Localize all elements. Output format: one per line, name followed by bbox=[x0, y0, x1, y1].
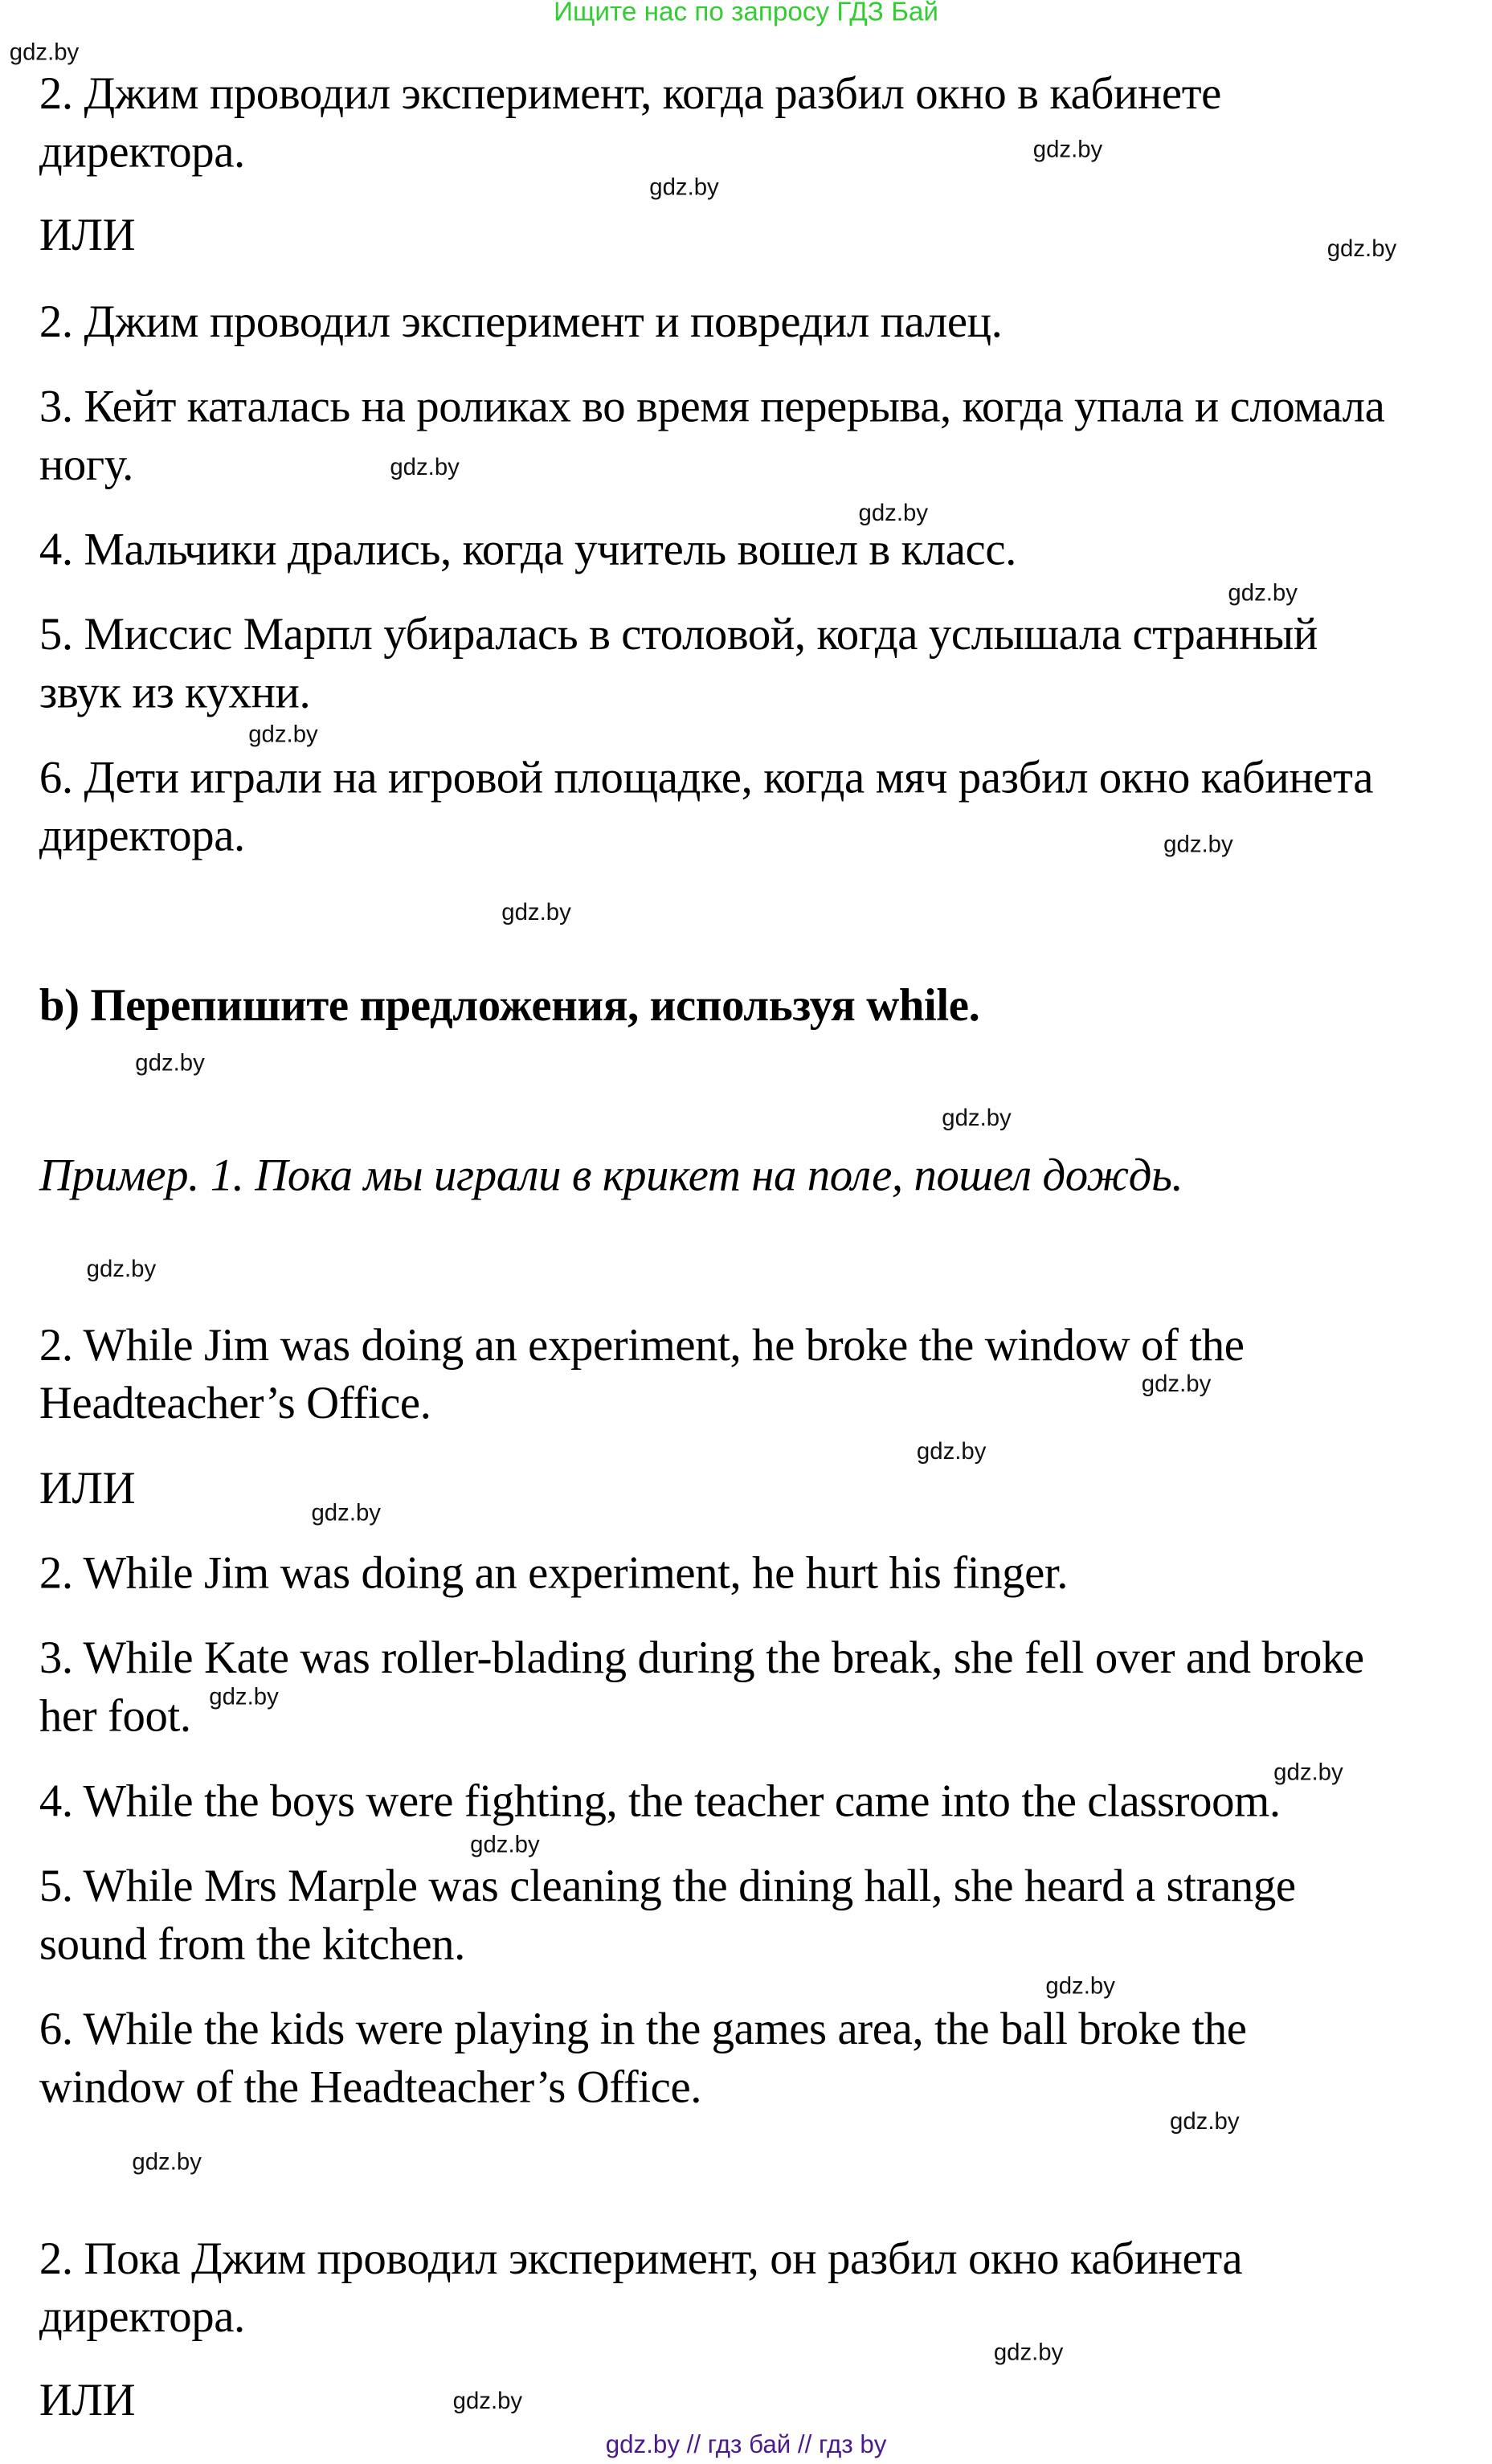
watermark: gdz.by bbox=[1228, 580, 1298, 607]
answer-a-3-line1: 3. Кейт каталась на роликах во время перерыва, когда упала и сломала bbox=[39, 382, 1385, 433]
answer-b-6-line2: window of the Headteacher’s Office. bbox=[39, 2062, 702, 2114]
watermark: gdz.by bbox=[1170, 2108, 1240, 2135]
watermark: gdz.by bbox=[209, 1683, 279, 1711]
watermark: gdz.by bbox=[1163, 832, 1233, 859]
answer-b-3-line1: 3. While Kate was roller-blading during the break, she fell over and broke bbox=[39, 1633, 1364, 1684]
watermark: gdz.by bbox=[390, 454, 460, 481]
watermark: gdz.by bbox=[135, 1050, 205, 1077]
watermark: gdz.by bbox=[993, 2339, 1064, 2367]
answer-b-6-line1: 6. While the kids were playing in the games area, the ball broke the bbox=[39, 2004, 1247, 2055]
answer-ru-2-line1: 2. Пока Джим проводил эксперимент, он разбил окно кабинета bbox=[39, 2233, 1243, 2285]
answer-a-6-line2: директора. bbox=[39, 811, 245, 862]
watermark: gdz.by bbox=[248, 721, 318, 749]
answer-a-2-line2: директора. bbox=[39, 127, 245, 178]
or-separator: ИЛИ bbox=[39, 210, 136, 261]
watermark: gdz.by bbox=[1032, 137, 1103, 164]
answer-a-5-line2: звук из кухни. bbox=[39, 668, 311, 719]
example-sentence: Пример. 1. Пока мы играли в крикет на поле, пошел дождь. bbox=[39, 1150, 1183, 1202]
search-banner[interactable]: Ищите нас по запросу ГДЗ Бай bbox=[554, 0, 939, 27]
watermark: gdz.by bbox=[501, 899, 571, 926]
watermark: gdz.by bbox=[1273, 1759, 1343, 1787]
watermark: gdz.by bbox=[9, 39, 80, 67]
answer-b-4: 4. While the boys were fighting, the teacher came into the classroom. bbox=[39, 1776, 1281, 1828]
answer-b-3-line2: her foot. bbox=[39, 1691, 191, 1743]
answer-b-2-line2: Headteacher’s Office. bbox=[39, 1379, 431, 1429]
answer-a-4: 4. Мальчики дрались, когда учитель вошел в класс. bbox=[39, 525, 1016, 576]
watermark: gdz.by bbox=[452, 2388, 523, 2415]
answer-ru-2-line2: директора. bbox=[39, 2292, 245, 2343]
watermark: gdz.by bbox=[1326, 235, 1397, 263]
watermark: gdz.by bbox=[942, 1105, 1012, 1133]
watermark: gdz.by bbox=[916, 1438, 987, 1465]
answer-b-5-line1: 5. While Mrs Marple was cleaning the dining hall, she heard a strange bbox=[39, 1861, 1296, 1912]
answer-b-2-alt: 2. While Jim was doing an experiment, he hurt his finger. bbox=[39, 1548, 1069, 1600]
answer-a-3-line2: ногу. bbox=[39, 439, 133, 491]
watermark: gdz.by bbox=[86, 1256, 157, 1283]
answer-a-5-line1: 5. Миссис Марпл убиралась в столовой, когда услышала странный bbox=[39, 610, 1318, 660]
answer-b-5-line2: sound from the kitchen. bbox=[39, 1919, 465, 1971]
watermark: gdz.by bbox=[132, 2149, 202, 2176]
watermark: gdz.by bbox=[311, 1499, 381, 1527]
answer-a-2-line1: 2. Джим проводил эксперимент, когда разбил окно в кабинете bbox=[39, 69, 1221, 120]
watermark: gdz.by bbox=[649, 174, 719, 202]
answer-a-6-line1: 6. Дети играли на игровой площадке, когда мяч разбил окно кабинета bbox=[39, 753, 1374, 804]
section-b-heading: b) Перепишите предложения, используя while. bbox=[39, 981, 980, 1032]
watermark: gdz.by bbox=[1141, 1371, 1212, 1398]
watermark: gdz.by bbox=[1045, 1973, 1115, 2000]
watermark: gdz.by bbox=[470, 1831, 540, 1859]
footer-links[interactable]: gdz.by // гдз бай // гдз by bbox=[605, 2432, 887, 2459]
answer-b-2-line1: 2. While Jim was doing an experiment, he broke the window of the bbox=[39, 1320, 1245, 1371]
answer-a-2-alt: 2. Джим проводил эксперимент и повредил палец. bbox=[39, 296, 1003, 348]
or-separator: ИЛИ bbox=[39, 1463, 136, 1514]
or-separator: ИЛИ bbox=[39, 2376, 136, 2426]
watermark: gdz.by bbox=[858, 500, 929, 527]
